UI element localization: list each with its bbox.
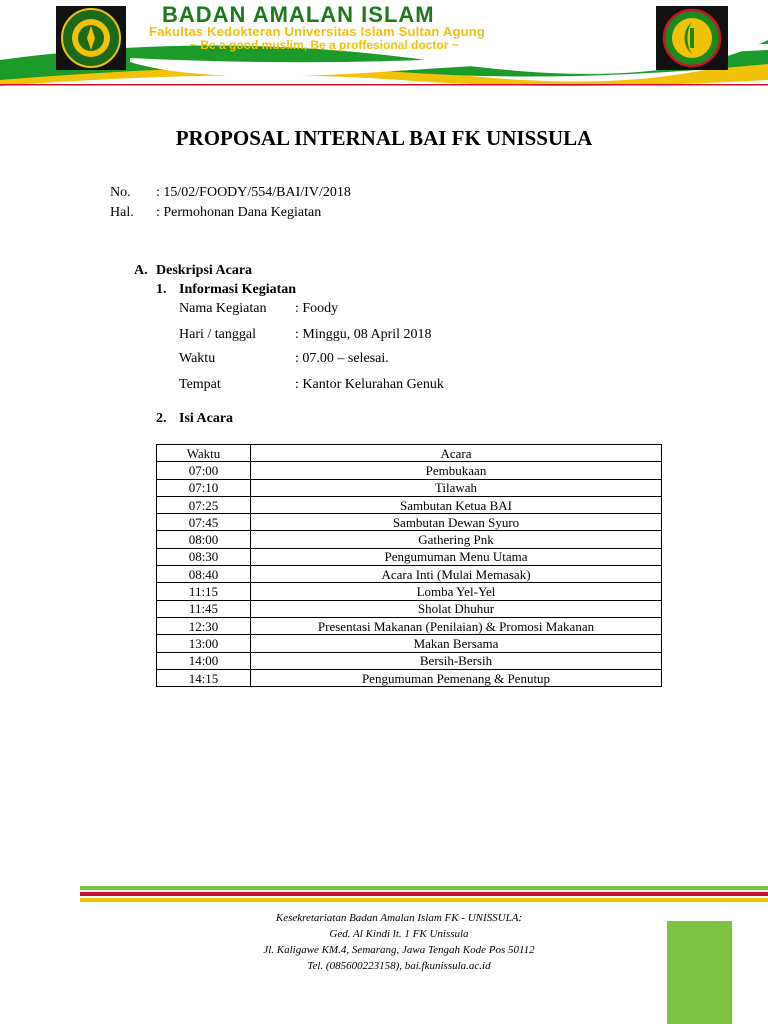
info-value: : Kantor Kelurahan Genuk [295,377,444,392]
cell-waktu: 07:10 [157,479,251,496]
cell-acara: Sambutan Ketua BAI [251,496,662,513]
cell-acara: Pengumuman Menu Utama [251,548,662,565]
brand-subtitle: Fakultas Kedokteran Universitas Islam Sultan Agung [149,24,486,39]
table-row [157,479,662,496]
cell-waktu: 08:40 [157,566,251,583]
info-value: : Minggu, 08 April 2018 [295,327,432,342]
schedule-table [156,444,662,687]
footer-address [0,910,768,974]
letterhead [0,0,768,88]
table-row [157,548,662,565]
cell-acara: Pembukaan [251,462,662,479]
info-key: Tempat [179,377,221,392]
info-row [179,301,338,317]
table-row [157,600,662,617]
cell-acara: Makan Bersama [251,635,662,652]
cell-acara: Sambutan Dewan Syuro [251,514,662,531]
cell-acara: Gathering Pnk [251,531,662,548]
table-row [157,617,662,634]
subsection-1-heading [156,282,296,298]
unissula-seal-logo [56,6,126,70]
brand-motto: ~ Be a good muslim, Be a proffesional doctor ~ [190,38,459,52]
info-row [179,327,432,343]
document-title: PROPOSAL INTERNAL BAI FK UNISSULA [175,126,593,150]
table-row [157,583,662,600]
cell-waktu: 11:15 [157,583,251,600]
section-number: A. [134,263,148,278]
table-row [157,462,662,479]
cell-acara: Bersih-Bersih [251,652,662,669]
cell-waktu: 07:45 [157,514,251,531]
table-row [157,669,662,686]
cell-acara: Acara Inti (Mulai Memasak) [251,566,662,583]
cell-waktu: 13:00 [157,635,251,652]
brand-title: BADAN AMALAN ISLAM [162,2,435,27]
subsection-2-heading [156,411,233,427]
info-row [179,351,389,367]
cell-waktu: 08:00 [157,531,251,548]
section-a-heading [134,263,252,279]
cell-waktu: 07:00 [157,462,251,479]
table-row [157,652,662,669]
meta-subject [110,205,321,221]
info-key: Nama Kegiatan [179,301,267,316]
cell-waktu: 08:30 [157,548,251,565]
meta-key: Hal. [110,205,134,220]
subsection-title: Isi Acara [179,411,234,426]
schedule-body [157,462,662,687]
header-acara: Acara [251,445,662,462]
cell-waktu: 12:30 [157,617,251,634]
table-row [157,635,662,652]
table-header-row [157,445,662,462]
subsection-number: 2. [156,411,167,426]
meta-value: : 15/02/FOODY/554/BAI/IV/2018 [156,185,351,200]
cell-acara: Tilawah [251,479,662,496]
table-row [157,514,662,531]
meta-number [110,185,351,201]
cell-waktu: 14:00 [157,652,251,669]
cell-waktu: 07:25 [157,496,251,513]
section-title: Deskripsi Acara [156,263,253,278]
info-key: Hari / tanggal [179,327,256,342]
bai-emblem-logo [656,6,728,70]
meta-key: No. [110,185,131,200]
table-row [157,496,662,513]
subsection-number: 1. [156,282,167,297]
cell-acara: Pengumuman Pemenang & Penutup [251,669,662,686]
footer-line-1: Kesekretariatan Badan Amalan Islam FK - UNISSULA: [275,912,523,924]
header-waktu: Waktu [157,445,251,462]
footer-stripes [80,886,768,904]
info-row [179,377,444,393]
cell-acara: Lomba Yel-Yel [251,583,662,600]
table-row [157,566,662,583]
cell-waktu: 14:15 [157,669,251,686]
info-value: : Foody [295,301,339,316]
footer-line-3: Jl. Kaligawe KM.4, Semarang, Jawa Tengah Kode Pos 50112 [263,944,535,956]
table-row [157,531,662,548]
info-key: Waktu [179,351,216,366]
cell-acara: Presentasi Makanan (Penilaian) & Promosi Makanan [251,617,662,634]
cell-acara: Sholat Dhuhur [251,600,662,617]
subsection-title: Informasi Kegiatan [179,282,297,297]
meta-value: : Permohonan Dana Kegiatan [156,205,322,220]
info-value: : 07.00 – selesai. [295,351,389,366]
cell-waktu: 11:45 [157,600,251,617]
page-number-tab [667,921,732,1024]
footer-line-4: Tel. (085600223158), bai.fkunissula.ac.id [307,960,491,972]
footer-line-2: Ged. Al Kindi lt. 1 FK Unissula [329,928,469,940]
